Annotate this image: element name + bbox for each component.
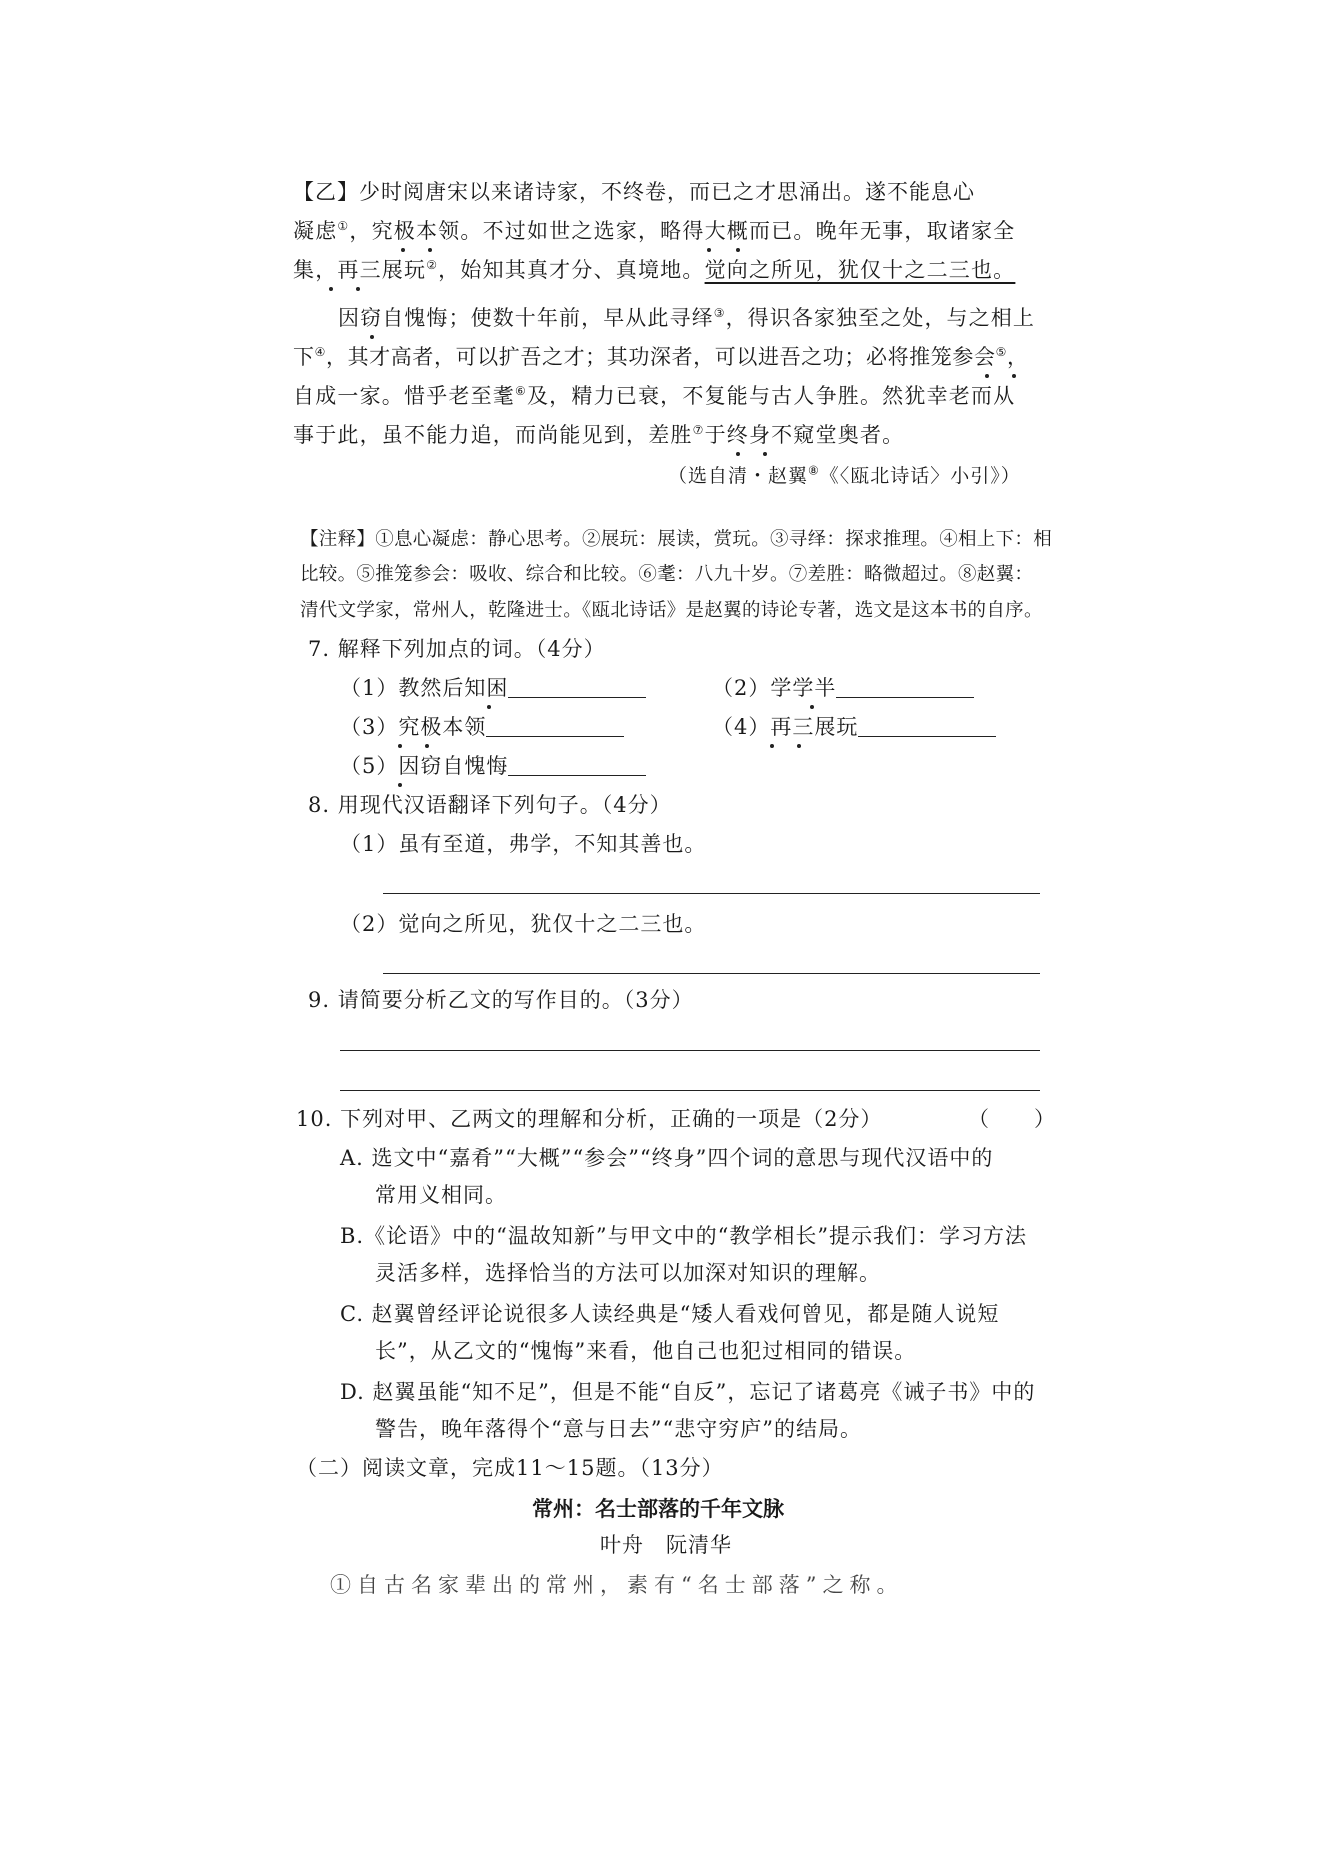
- question-7-stem: 7. 解释下列加点的词。（4分）: [308, 637, 606, 661]
- option-c[interactable]: C. 赵翼曾经评论说很多人读经典是“矮人看戏何曾见，都是随人说短: [340, 1302, 1000, 1326]
- annotation-line: 比较。⑤推笼参会：吸收、综合和比较。⑥耄：八九十岁。⑦差胜：略微超过。⑧赵翼：: [300, 564, 1034, 585]
- footnote-marker: ⑧: [808, 463, 820, 478]
- emphasis-dot: [398, 744, 402, 748]
- passage-line: [338, 303, 1035, 333]
- footnote-marker: ⑥: [515, 384, 527, 398]
- q7-item-1: [340, 673, 646, 703]
- annotation-line: 清代文学家，常州人，乾隆进士。《瓯北诗话》是赵翼的诗论专著，选文是这本书的自序。: [300, 600, 1043, 621]
- passage-line: [293, 177, 1045, 207]
- cropped-text: ①自古名家辈出的常州，素有“名士部落”之称。: [330, 1573, 904, 1597]
- emphasis-dot: [401, 248, 405, 252]
- passage-text: 事于此，虽不能力追，而尚能见到，差胜: [293, 423, 693, 447]
- option-a[interactable]: A. 选文中“嘉肴”“大概”“参会”“终身”四个词的意思与现代汉语中的: [340, 1146, 994, 1170]
- option-d[interactable]: D. 赵翼虽能“知不足”，但是不能“自反”，忘记了诸葛亮《诫子书》中的: [340, 1380, 1036, 1404]
- q8-item-2: （2）觉向之所见，犹仅十之二三也。: [340, 912, 707, 936]
- q7-item-5: [340, 751, 646, 781]
- passage-source: [668, 461, 1021, 491]
- answer-parenthesis[interactable]: （ ）: [968, 1107, 1056, 1131]
- passage-line: [293, 342, 1029, 372]
- annotation-line: 【注释】①息心凝虑：静心思考。②展玩：展读，赏玩。③寻绎：探求推理。④相上下：相: [300, 529, 1053, 550]
- answer-blank[interactable]: [858, 714, 996, 737]
- option-b[interactable]: B.《论语》中的“温故知新”与甲文中的“教学相长”提示我们：学习方法: [340, 1224, 1028, 1248]
- passage-text: ，其才高者，可以扩吾之才；其功深者，可以进吾之功；必将推笼参会: [325, 345, 996, 369]
- section-heading: （二）阅读文章，完成11～15题。（13分）: [296, 1456, 724, 1480]
- passage-text: 自成一家。惜乎老至耄: [293, 384, 515, 408]
- question-10-stem: 10. 下列对甲、乙两文的理解和分析，正确的一项是（2分）: [296, 1107, 883, 1131]
- q7-item-text: （4）再三展玩: [712, 715, 859, 739]
- footnote-marker: ④: [314, 345, 326, 359]
- question-9-stem: 9. 请简要分析乙文的写作目的。（3分）: [308, 988, 694, 1012]
- passage-text: 凝虑: [293, 219, 338, 243]
- passage-text: 于终身不窥堂奥者。: [704, 423, 905, 447]
- emphasis-dot: [1012, 374, 1016, 378]
- answer-blank[interactable]: [508, 675, 646, 698]
- passage-text: 因窃自愧悔；使数十年前，早从此寻绎: [338, 306, 714, 330]
- answer-line[interactable]: [340, 1050, 1040, 1051]
- emphasis-dot: [370, 335, 374, 339]
- answer-line[interactable]: [340, 1090, 1040, 1091]
- passage-line: [293, 255, 1015, 285]
- question-8-stem: 8. 用现代汉语翻译下列句子。（4分）: [308, 793, 672, 817]
- emphasis-dot: [428, 248, 432, 252]
- answer-line[interactable]: [383, 893, 1040, 894]
- answer-line[interactable]: [383, 973, 1040, 974]
- emphasis-dot: [797, 744, 801, 748]
- emphasis-dot: [487, 705, 491, 709]
- passage-text: ，: [1006, 345, 1029, 369]
- q7-item-text: （3）究极本领: [340, 715, 487, 739]
- passage-text: ，始知其真才分、真境地。: [438, 258, 705, 282]
- emphasis-dot: [736, 248, 740, 252]
- passage-line: [293, 420, 904, 450]
- emphasis-dot: [398, 783, 402, 787]
- cropped-text-line: [330, 1573, 1030, 1597]
- emphasis-dot: [707, 248, 711, 252]
- passage-text: 下: [293, 345, 315, 369]
- option-b-cont: 灵活多样，选择恰当的方法可以加深对知识的理解。: [375, 1261, 881, 1285]
- emphasis-dot: [356, 287, 360, 291]
- emphasis-dot: [770, 744, 774, 748]
- passage-text: 【乙】少时阅唐宋以来诸诗家，不终卷，而已之才思涌出。遂不能息心: [293, 180, 975, 204]
- q7-item-4: [712, 712, 996, 742]
- option-a-cont: 常用义相同。: [375, 1183, 507, 1207]
- passage-text: 及，精力已衰，不复能与古人争胜。然犹幸老而从: [526, 384, 1016, 408]
- emphasis-dot: [425, 744, 429, 748]
- footnote-marker: ②: [426, 258, 439, 272]
- footnote-marker: ①: [337, 219, 350, 233]
- answer-blank[interactable]: [836, 675, 974, 698]
- option-d-cont: 警告，晚年落得个“意与日去”“悲守穷庐”的结局。: [375, 1417, 862, 1441]
- answer-blank[interactable]: [508, 753, 646, 776]
- footnote-marker: ⑤: [995, 345, 1007, 359]
- source-text: （选自清・赵翼: [668, 465, 809, 487]
- passage-line: [293, 216, 1015, 246]
- q7-item-3: [340, 712, 624, 742]
- source-text: 《〈瓯北诗话〉小引》）: [819, 465, 1021, 487]
- passage-line: [293, 381, 1015, 411]
- emphasis-dot: [763, 452, 767, 456]
- q8-item-1: （1）虽有至道，弗学，不知其善也。: [340, 832, 707, 856]
- emphasis-dot: [985, 374, 989, 378]
- article-authors: 叶舟 阮清华: [600, 1533, 732, 1557]
- q7-item-text: （1）教然后知困: [340, 676, 509, 700]
- q7-item-text: （5）因窃自愧悔: [340, 754, 509, 778]
- q7-item-2: [712, 673, 974, 703]
- footnote-marker: ⑦: [692, 423, 705, 437]
- emphasis-dot: [329, 287, 333, 291]
- answer-blank[interactable]: [486, 714, 624, 737]
- footnote-marker: ③: [713, 306, 726, 320]
- emphasis-dot: [810, 705, 814, 709]
- passage-text: ，究极本领。不过如世之选家，略得大概而已。晚年无事，取诸家全: [349, 219, 1016, 243]
- emphasis-dot: [736, 452, 740, 456]
- underlined-sentence: 觉向之所见，犹仅十之二三也。: [704, 258, 1016, 282]
- article-title: 常州：名士部落的千年文脉: [532, 1497, 784, 1521]
- passage-text: ，得识各家独至之处，与之相上: [725, 306, 1035, 330]
- q7-item-text: （2）学学半: [712, 676, 837, 700]
- passage-text: 集，再三展玩: [293, 258, 427, 282]
- option-c-cont: 长”，从乙文的“愧悔”来看，他自己也犯过相同的错误。: [375, 1339, 917, 1363]
